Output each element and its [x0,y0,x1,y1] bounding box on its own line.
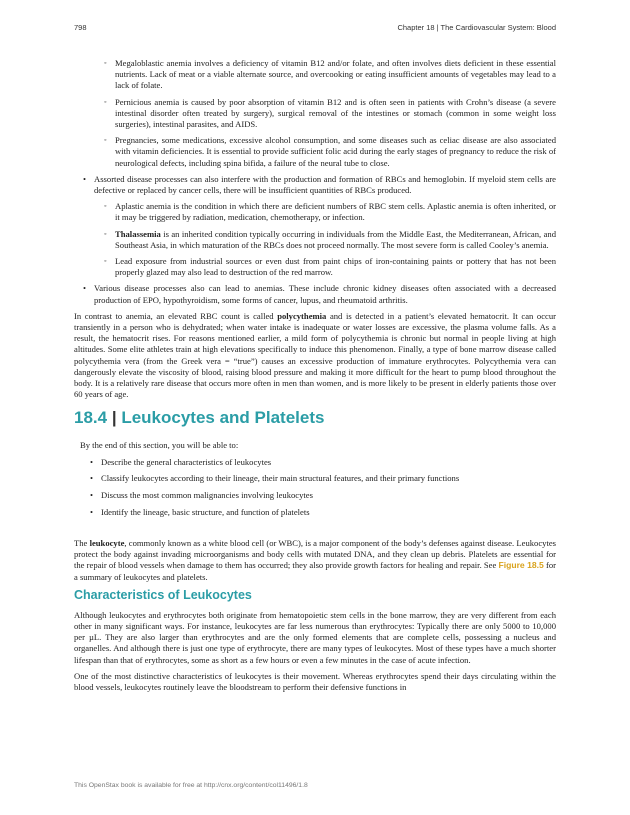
leukocyte-mid: , commonly known as a white blood cell (or WBC), is a major component of the body’s defenses against disease. Leukocytes protect the body against invading microorganisms and body cells with mutated DNA, and they clean up debris. Platelets are essential for the repair of blood vessels when damage to them has occurred; they also provide growth factors for healing and repair. See [74,538,556,571]
objective-item: • Describe the general characteristics of leukocytes [74,457,556,468]
section-number: 18.4 [74,408,108,428]
polycythemia-paragraph [74,311,556,401]
leukocyte-paragraph [74,538,556,583]
objectives-list [74,457,556,518]
term-leukocyte: leukocyte [89,538,125,548]
movement-paragraph: One of the most distinctive characteristics of leukocytes is their movement. Whereas erythrocytes spend their days circulating within the blood vessels, leukocytes routinely leave the bloodstream to perform their defensive functions in [74,670,556,693]
bullet-aplastic: ◦ Aplastic anemia is the condition in which there are deficient numbers of RBC stem cells. Aplastic anemia is often inherited, or it may be triggered by radiation, medication, chemotherapy, or infection. [74,201,556,223]
characteristics-paragraph: Although leukocytes and erythrocytes both originate from hematopoietic stem cells in the bone marrow, they are very different from each other in many significant ways. For instance, leukocytes are far less numerous than erythrocytes: Typically there are only 5000 to 10,000 per µL. They are also larger than erythrocytes and are the only formed elements that are complete cells, possessing a nucleus and organelles. And although there is just one type of erythrocyte, there are many types of leukocytes. Most of these types have a much shorter lifespan than that of erythrocytes, some as short as a few hours or even a few minutes in the case of acute infection. [74,609,556,665]
figure-link[interactable]: Figure 18.5 [498,560,544,571]
objectives-intro: By the end of this section, you will be able to: [80,440,239,451]
bullet-megaloblastic: ◦ Megaloblastic anemia involves a deficiency of vitamin B12 and/or folate, and often involves diets deficient in these essential nutrients. Lack of meat or a viable alternate source, and overcooking or eating insufficient amounts of vegetables may lead to a lack of folate. [74,58,556,92]
leukocyte-post: for a summary of leukocytes and platelets. [74,560,557,582]
objective-item: • Classify leukocytes according to their lineage, their main structural features, and their primary functions [74,473,556,484]
section-heading [74,408,556,428]
leukocyte-pre: The [74,538,90,548]
section-separator: | [111,408,117,428]
section-title: Leukocytes and Platelets [121,408,325,428]
bullet-various: • Various disease processes also can lead to anemias. These include chronic kidney diseases often associated with a decreased production of EPO, hypothyroidism, some forms of cancer, lupus, and rheumatoid arthritis. [74,283,556,305]
thalassemia-text: is an inherited condition typically occurring in individuals from the Middle East, the Mediterranean, African, and Southeast Asia, in which maturation of the RBCs does not proceed normally. The most severe form is called Cooley’s anemia. [115,228,556,250]
objective-item: • Discuss the most common malignancies involving leukocytes [74,490,556,501]
page-content [74,58,556,698]
polycythemia-pre: In contrast to anemia, an elevated RBC count is called [74,310,278,321]
term-polycythemia: polycythemia [277,310,327,321]
bullet-lead: ◦ Lead exposure from industrial sources or even dust from paint chips of iron-containing paints or pottery that has not been properly glazed may also lead to destruction of the red marrow. [74,256,556,278]
objective-item: • Identify the lineage, basic structure, and function of platelets [74,507,556,518]
subsection-heading: Characteristics of Leukocytes [74,587,252,602]
polycythemia-post: and is detected in a patient’s elevated hematocrit. It can occur transiently in a person who is dehydrated; when water intake is inadequate or water losses are excessive, the plasma volume falls. As a result, the hematocrit rises. For reasons mentioned earlier, a mild form of polycythemia is chronic but normal in people living at high altitudes. Some elite athletes train at high elevations specifically to induce this phenomenon. Finally, a type of bone marrow disease called polycythemia vera (from the Greek vera = “true”) causes an excessive production of immature erythrocytes. Polycythemia vera can dangerously elevate the viscosity of blood, raising blood pressure and making it more difficult for the heart to pump blood throughout the body. It is a relatively rare disease that occurs more often in men than women, and is more likely to be present in elderly patients those over 60 years of age. [74,310,557,400]
bullet-pernicious: ◦ Pernicious anemia is caused by poor absorption of vitamin B12 and is often seen in patients with Crohn’s disease (a severe intestinal disorder often treated by surgery), surgical removal of the intestines or stomach (common in some weight loss surgeries), intestinal parasites, and AIDS. [74,97,556,131]
bullet-assorted: • Assorted disease processes can also interfere with the production and formation of RBCs and hemoglobin. If myeloid stem cells are defective or replaced by cancer cells, there will be insufficient quantities of RBCs produced. [74,174,556,196]
term-thalassemia: Thalassemia [115,228,161,239]
page-footer: This OpenStax book is available for free at http://cnx.org/content/col11496/1.8 [74,782,308,789]
bullet-thalassemia [74,229,556,251]
page-number: 798 [74,23,87,32]
chapter-header: Chapter 18 | The Cardiovascular System: Blood [397,23,556,32]
bullet-pregnancies: ◦ Pregnancies, some medications, excessive alcohol consumption, and some diseases such as celiac disease are also associated with vitamin deficiencies. It is essential to provide sufficient folic acid during the early stages of pregnancy to reduce the risk of neurological defects, including spina bifida, a failure of the neural tube to close. [74,135,556,169]
